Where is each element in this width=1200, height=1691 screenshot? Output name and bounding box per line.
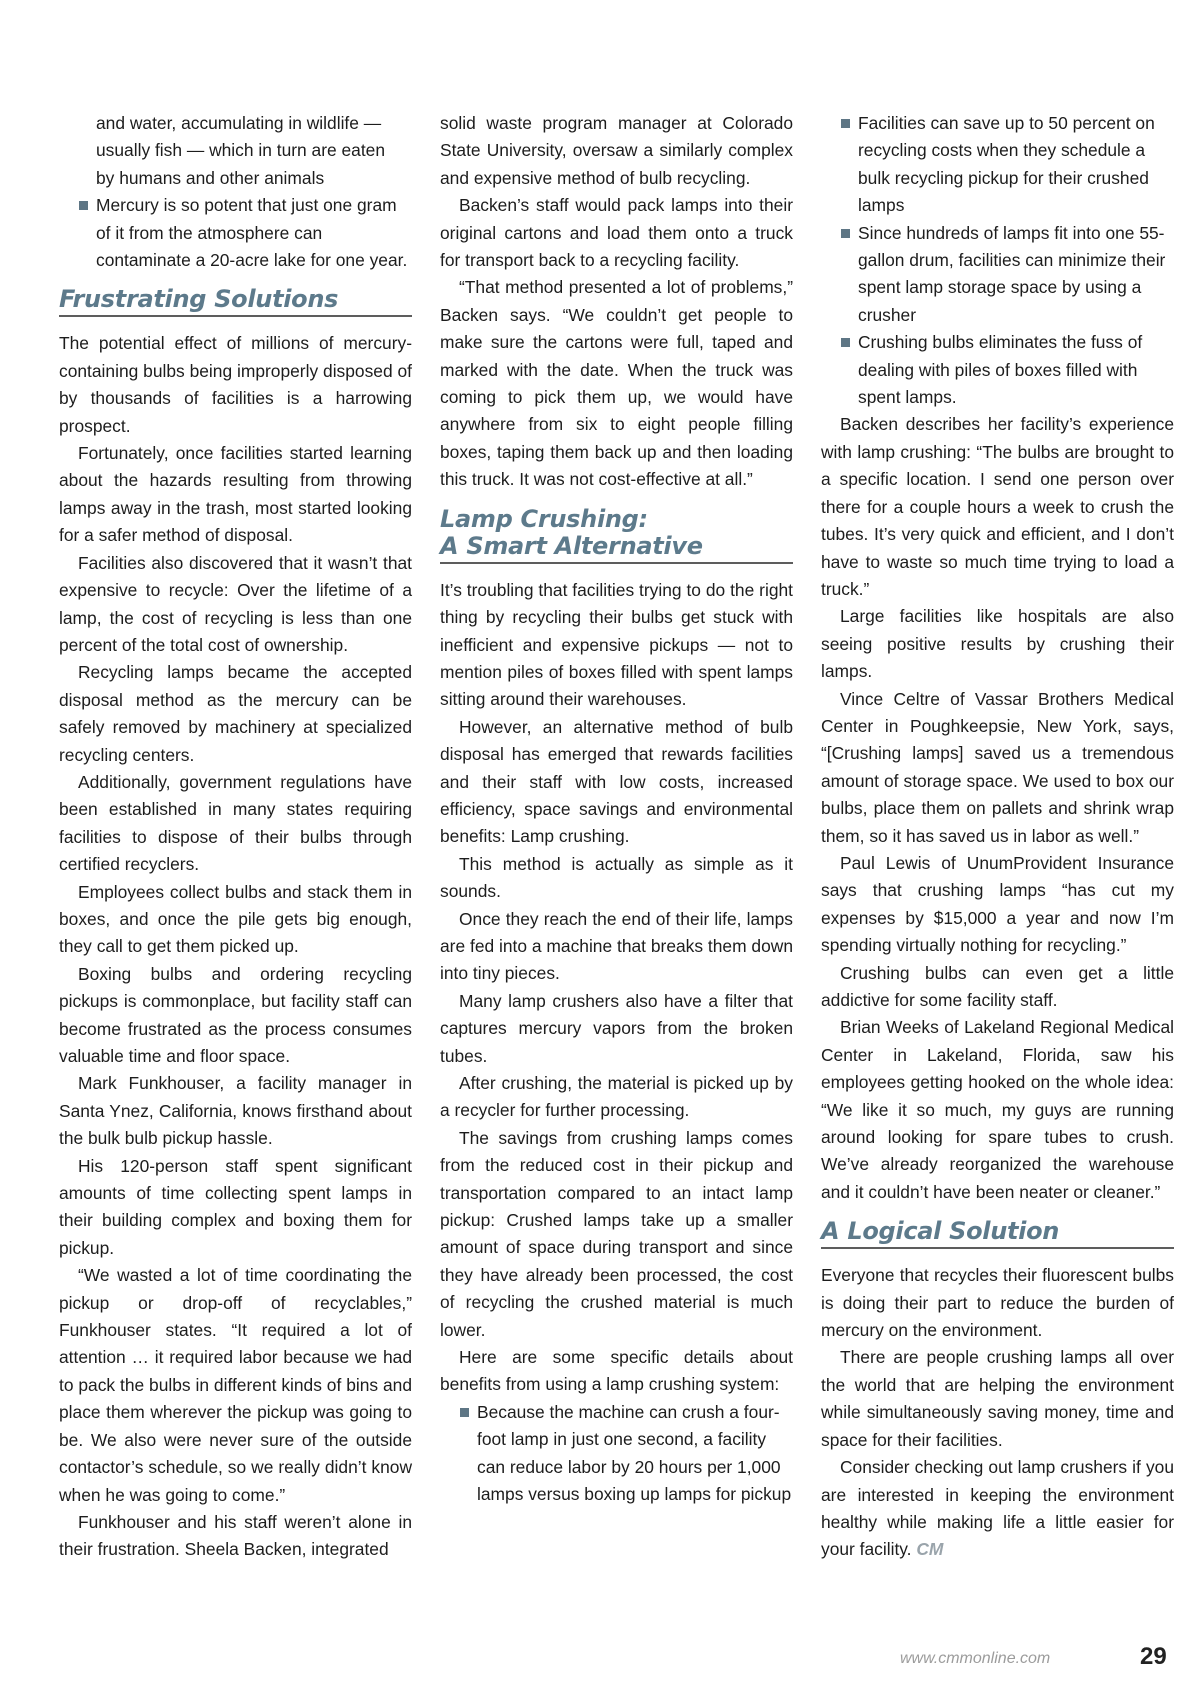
bullet-text: Since hundreds of lamps fit into one 55-gallon drum, facilities can minimize their spent lamp storage space by using a crusher [858, 222, 1166, 325]
paragraph: Large facilities like hospitals are also seeing positive results by crushing their lamps. [821, 606, 1174, 682]
column-2 [440, 110, 793, 1509]
paragraph: Everyone that recycles their fluorescent bulbs is doing their part to reduce the burden of mercury on the environment. [821, 1265, 1174, 1341]
paragraph: The savings from crushing lamps comes from the reduced cost in their pickup and transportation compared to an intact lamp pickup: Crushed lamps take up a smaller amount of space during transport and since they have already been processed, the cost of recycling the crushed material is much lower. [440, 1127, 793, 1340]
bullet-continuation-line: and water, accumulating in wildlife — [96, 113, 382, 133]
end-mark: CM [916, 1539, 944, 1560]
square-bullet-icon [79, 201, 88, 210]
section-heading: A Logical Solution [821, 1218, 1174, 1249]
paragraph: Vince Celtre of Vassar Brothers Medical Center in Poughkeepsie, New York, says, “[Crushing lamps] saved us a tremendous amount of storage space. We used to box our bulbs, place them on pallets and shrink wrap them, so it has saved us in labor as well.” [821, 688, 1174, 846]
bullet-continuation-line: by humans and other animals [96, 167, 325, 188]
paragraph: Here are some specific details about benefits from using a lamp crushing system: [440, 1347, 793, 1395]
paragraph: Once they reach the end of their life, lamps are fed into a machine that breaks them down into tiny pieces. [440, 908, 793, 984]
paragraph: His 120-person staff spent significant amounts of time collecting spent lamps in their building complex and boxing them for pickup. [59, 1155, 412, 1258]
closing-text: Consider checking out lamp crushers if you are interested in keeping the environment healthy while making life a little easier for your facility. [821, 1457, 1174, 1560]
bullet-continuation [59, 110, 412, 192]
paragraph: Additionally, government regulations have been established in many states requiring facilities to dispose of their bulbs through certified recyclers. [59, 771, 412, 875]
footer-url: www.cmmonline.com [900, 1650, 1051, 1667]
paragraph: Funkhouser and his staff weren’t alone in their frustration. Sheela Backen, integrated [59, 1511, 412, 1560]
bullet-item [821, 329, 1174, 411]
column-3 [821, 110, 1174, 1564]
paragraph: Employees collect bulbs and stack them in boxes, and once the pile gets big enough, they call to get them picked up. [59, 881, 412, 957]
paragraph: This method is actually as simple as it sounds. [440, 853, 793, 902]
paragraph: Mark Funkhouser, a facility manager in Santa Ynez, California, knows firsthand about the bulk bulb pickup hassle. [59, 1073, 412, 1149]
paragraph: Many lamp crushers also have a filter that captures mercury vapors from the broken tubes. [440, 990, 793, 1066]
paragraph: It’s troubling that facilities trying to do the right thing by recycling their bulbs get stuck with inefficient and expensive pickups — not to mention piles of boxes filled with spent lamps sitting around their warehouses. [440, 579, 793, 710]
paragraph: Brian Weeks of Lakeland Regional Medical Center in Lakeland, Florida, saw his employees getting hooked on the whole idea: “We like it so much, my guys are running around looking for spare tubes to crush. We’ve already reorganized the warehouse and it couldn’t have been neater or cleaner.” [821, 1017, 1174, 1202]
paragraph: After crushing, the material is picked up by a recycler for further processing. [440, 1073, 793, 1121]
paragraph: Crushing bulbs can even get a little addictive for some facility staff. [821, 962, 1174, 1010]
paragraph: solid waste program manager at Colorado State University, oversaw a similarly complex and expensive method of bulb recycling. [440, 113, 793, 188]
paragraph: However, an alternative method of bulb disposal has emerged that rewards facilities and their staff with low costs, increased efficiency, space savings and environmental benefits: Lamp crushing. [440, 716, 793, 847]
square-bullet-icon [841, 229, 850, 238]
paragraph: Boxing bulbs and ordering recycling pickups is commonplace, but facility staff can become frustrated as the process consumes valuable time and floor space. [59, 963, 412, 1066]
paragraph: The potential effect of millions of mercury-containing bulbs being improperly disposed of by thousands of facilities is a harrowing prospect. [59, 333, 412, 436]
paragraph: Backen’s staff would pack lamps into their original cartons and load them onto a truck for transport back to a recycling facility. [440, 195, 793, 271]
bullet-item [821, 110, 1174, 220]
bullet-item [440, 1399, 793, 1509]
column-1 [59, 110, 412, 1564]
section-heading [440, 506, 793, 564]
paragraph: Backen describes her facility’s experience with lamp crushing: “The bulbs are brought to a specific location. I send one person over there for a couple hours a week to crush the tubes. It’s very quick and efficient, and I don’t have to waste so much time trying to load a truck.” [821, 414, 1174, 599]
section-heading: Frustrating Solutions [59, 286, 412, 317]
paragraph: Paul Lewis of UnumProvident Insurance says that crushing lamps “has cut my expenses by $15,000 a year and now I’m spending virtually nothing for recycling.” [821, 852, 1174, 956]
square-bullet-icon [460, 1408, 469, 1417]
bullet-text: Mercury is so potent that just one gram of it from the atmosphere can contaminate a 20-acre lake for one year. [96, 195, 408, 271]
bullet-text: Facilities can save up to 50 percent on recycling costs when they schedule a bulk recycling pickup for their crushed lamps [858, 113, 1155, 216]
bullet-text: Crushing bulbs eliminates the fuss of dealing with piles of boxes filled with spent lamps. [858, 332, 1143, 408]
bullet-text: Because the machine can crush a four-foot lamp in just one second, a facility can reduce labor by 20 hours per 1,000 lamps versus boxing up lamps for pickup [477, 1401, 792, 1505]
paragraph: Fortunately, once facilities started learning about the hazards resulting from throwing lamps away in the trash, most started looking for a safer method of disposal. [59, 443, 412, 546]
square-bullet-icon [841, 119, 850, 128]
closing-paragraph [821, 1454, 1174, 1564]
paragraph: Recycling lamps became the accepted disposal method as the mercury can be safely removed by machinery at specialized recycling centers. [59, 662, 412, 765]
page-number: 29 [1140, 1643, 1167, 1670]
paragraph: Facilities also discovered that it wasn’t that expensive to recycle: Over the lifetime of a lamp, the cost of recycling is less than one percent of the total cost of ownership. [59, 552, 412, 655]
section-heading-line: Lamp Crushing: [440, 504, 648, 533]
square-bullet-icon [841, 338, 850, 347]
bullet-item [821, 220, 1174, 330]
paragraph: “We wasted a lot of time coordinating the pickup or drop-off of recyclables,” Funkhouser states. “It required a lot of attention … it required labor because we had to pack the bulbs in different kinds of bins and place them wherever the pickup was going to be. We also were never sure of the outside contactor’s schedule, so we really didn’t know when he was going to come.” [59, 1265, 412, 1505]
bullet-item [59, 192, 412, 274]
paragraph: There are people crushing lamps all over the world that are helping the environment while simultaneously saving money, time and space for their facilities. [821, 1347, 1174, 1450]
paragraph: “That method presented a lot of problems,” Backen says. “We couldn’t get people to make sure the cartons were full, taped and marked with the date. When the truck was coming to pick them up, we would have anywhere from six to eight people filling boxes, taping them back up and then loading this truck. It was not cost-effective at all.” [440, 277, 793, 490]
section-heading-line: A Smart Alternative [440, 531, 703, 560]
bullet-continuation-line: usually fish — which in turn are eaten [96, 140, 386, 161]
